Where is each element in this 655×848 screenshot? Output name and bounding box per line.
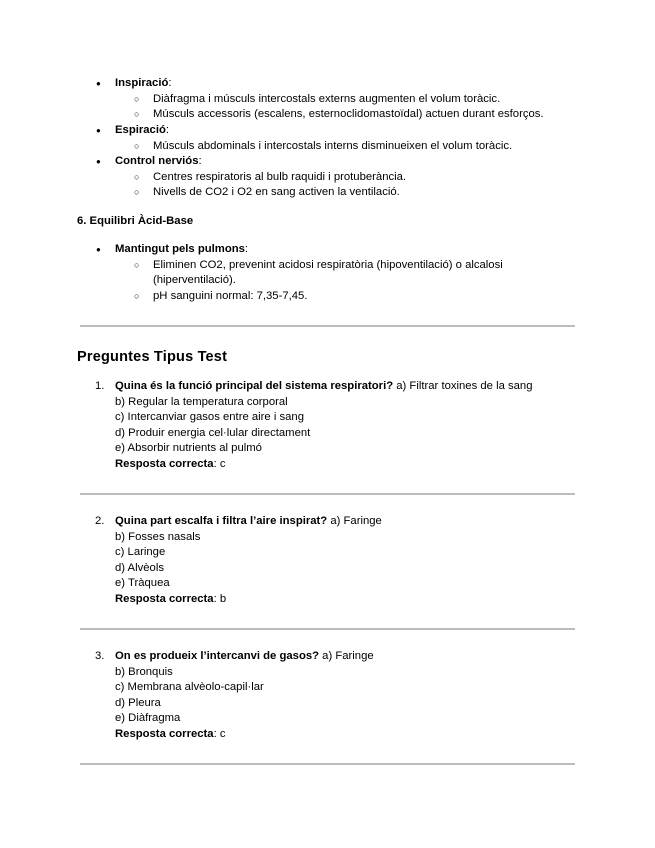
bullet-label: Espiració — [115, 124, 166, 136]
option-b: b) Fosses nasals — [115, 531, 201, 543]
section-heading: 6. Equilibri Àcid-Base — [77, 215, 194, 227]
horizontal-rule — [80, 325, 575, 327]
bullet-label: Control nerviós — [115, 155, 199, 167]
sub-item: ○ Diàfragma i músculs intercostals externs augmenten el volum toràcic. — [153, 92, 500, 108]
sub-item-continuation: (hiperventilació). — [153, 274, 236, 286]
option-d: d) Pleura — [115, 697, 161, 709]
option-c: c) Intercanviar gasos entre aire i sang — [115, 411, 305, 423]
horizontal-rule — [80, 493, 575, 495]
sub-item: ○ Eliminen CO2, prevenint acidosi respiratòria (hipoventilació) o alcalosi — [153, 258, 503, 274]
answer-label: Resposta correcta — [115, 458, 214, 470]
question-text: Quina és la funció principal del sistema respiratori? — [115, 380, 394, 392]
option-e: e) Diàfragma — [115, 712, 181, 724]
sub-item: ○ pH sanguini normal: 7,35-7,45. — [153, 289, 307, 305]
sub-item: ○ Músculs accessoris (escalens, esternoclidomastoïdal) actuen durant esforços. — [153, 107, 544, 123]
option-c: c) Membrana alvèolo-capil·lar — [115, 681, 264, 693]
answer-1: Resposta correcta: c — [115, 458, 226, 470]
bullet-control-nervios: ● Control nerviós: — [115, 154, 202, 170]
option-a: a) Faringe — [322, 650, 374, 662]
option-a: a) Filtrar toxines de la sang — [396, 380, 533, 392]
question-number: 2. — [95, 515, 105, 527]
option-d: d) Produir energia cel·lular directament — [115, 427, 311, 439]
bullet-label: Inspiració — [115, 77, 169, 89]
question-text: On es produeix l’intercanvi de gasos? — [115, 650, 320, 662]
answer-label: Resposta correcta — [115, 593, 214, 605]
option-c: c) Laringe — [115, 546, 166, 558]
option-e: e) Tràquea — [115, 577, 170, 589]
option-b: b) Regular la temperatura corporal — [115, 396, 288, 408]
option-b: b) Bronquis — [115, 666, 173, 678]
horizontal-rule — [80, 628, 575, 630]
answer-value: c — [219, 728, 226, 740]
bullet-inspiracio: ● Inspiració: — [115, 76, 172, 92]
answer-value: c — [219, 458, 226, 470]
horizontal-rule — [80, 763, 575, 765]
test-title: Preguntes Tipus Test — [77, 349, 228, 365]
bullet-mantingut: ● Mantingut pels pulmons: — [115, 242, 248, 258]
question-number: 1. — [95, 380, 105, 392]
sub-item: ○ Centres respiratoris al bulb raquidi i protuberància. — [153, 170, 406, 186]
question-3 — [95, 649, 374, 665]
option-d: d) Alvèols — [115, 562, 164, 574]
question-1 — [95, 379, 533, 395]
option-a: a) Faringe — [330, 515, 382, 527]
answer-label: Resposta correcta — [115, 728, 214, 740]
bullet-label: Mantingut pels pulmons — [115, 243, 245, 255]
sub-item: ○ Nivells de CO2 i O2 en sang activen la ventilació. — [153, 185, 400, 201]
question-2 — [95, 514, 382, 530]
bullet-espiracio: ● Espiració: — [115, 123, 169, 139]
answer-2: Resposta correcta: b — [115, 593, 227, 605]
sub-item: ○ Músculs abdominals i intercostals interns disminueixen el volum toràcic. — [153, 139, 512, 155]
question-text: Quina part escalfa i filtra l’aire inspirat? — [115, 515, 328, 527]
answer-3: Resposta correcta: c — [115, 728, 226, 740]
question-number: 3. — [95, 650, 105, 662]
option-e: e) Absorbir nutrients al pulmó — [115, 442, 262, 454]
answer-value: b — [219, 593, 227, 605]
